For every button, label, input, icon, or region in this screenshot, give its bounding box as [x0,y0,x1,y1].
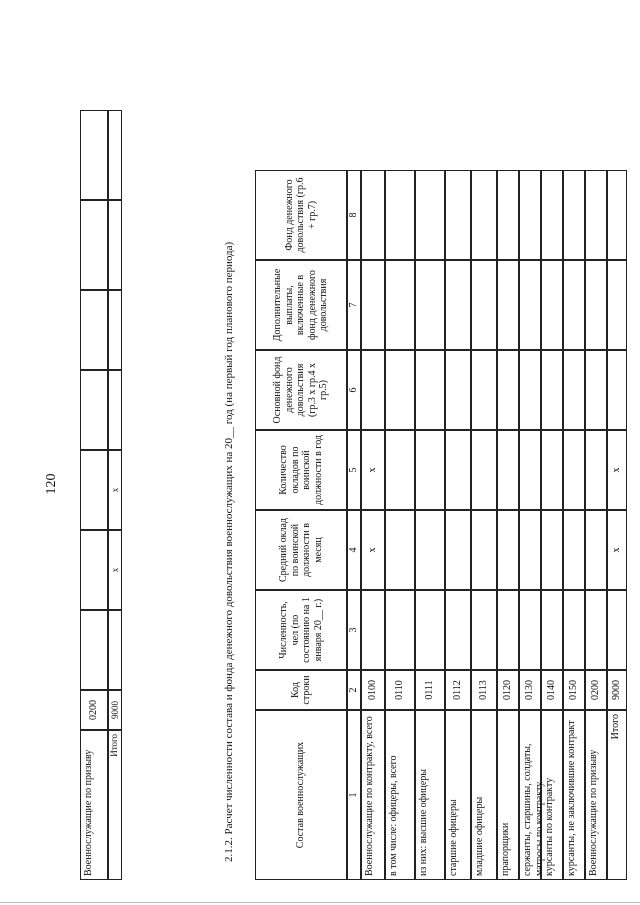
table-cell-col5 [415,430,445,510]
table-cell-col5 [497,430,519,510]
table-cell [519,590,541,670]
table-cell [445,350,471,430]
table-row-code: 0120 [497,670,519,710]
table-cell-col4 [445,510,471,590]
table-cell-col4: х [361,510,385,590]
table-cell [361,170,385,260]
table-cell-col4 [541,510,563,590]
table-cell [563,350,585,430]
table-row-label: прапорщики [497,710,519,880]
table-row-code: 0111 [415,670,445,710]
top-row-cell [80,530,108,610]
table-row-code: 0110 [385,670,415,710]
table-cell [471,350,497,430]
table-row-code: 0100 [361,670,385,710]
table-cell [497,350,519,430]
table-cell-col4 [585,510,607,590]
table-cell [585,350,607,430]
table-cell [519,170,541,260]
table-row-code: 9000 [607,670,627,710]
top-row-cell [108,200,122,290]
table-cell [361,590,385,670]
table-row-code: 0140 [541,670,563,710]
table-cell [385,170,415,260]
table-cell [445,590,471,670]
column-header: Состав военнослужащих [255,710,347,880]
table-row-code: 0113 [471,670,497,710]
table-cell-col5 [445,430,471,510]
table-cell [445,260,471,350]
column-number: 5 [347,430,361,510]
table-cell [415,590,445,670]
table-row-label: в том числе: офицеры, всего [385,710,415,880]
top-row-cell [108,110,122,200]
table-cell-col5 [385,430,415,510]
scan-edge [0,902,640,903]
table-cell-col5 [519,430,541,510]
table-cell [471,260,497,350]
column-header: Основной фонд денежного довольствия (гр.3 х гр.4 х гр.5) [255,350,347,430]
column-header: Фонд денежного довольствия (гр.6 + гр.7) [255,170,347,260]
table-cell [563,590,585,670]
table-row-label: Военнослужащие по контракту, всего [361,710,385,880]
table-cell [445,170,471,260]
table-cell [585,590,607,670]
table-cell [361,350,385,430]
table-row-code: 0150 [563,670,585,710]
table-cell-col4 [471,510,497,590]
table-row-label: из них: высшие офицеры [415,710,445,880]
column-number: 1 [347,710,361,880]
column-header: Численность, чел (по состоянию на 1 января 20__ г.) [255,590,347,670]
table-row-label: сержанты, старшины, солдаты, матросы по контракту [519,710,541,880]
table-cell [497,170,519,260]
document-sheet [80,30,640,880]
table-row-label: Военнослужащие по призыву [585,710,607,880]
table-cell [471,170,497,260]
table-cell-col5: х [607,430,627,510]
table-cell [497,260,519,350]
table-cell-col4 [563,510,585,590]
table-cell [607,260,627,350]
column-header: Дополнительные выплаты, включенные в фонд денежного довольствия [255,260,347,350]
table-row-code: 0130 [519,670,541,710]
table-cell [497,590,519,670]
table-cell [471,590,497,670]
top-row-cell [80,610,108,690]
table-cell-col4 [385,510,415,590]
column-header: Количество окладов по воинской должности в год [255,430,347,510]
column-number: 8 [347,170,361,260]
top-row-cell [80,370,108,450]
table-row-code: 0200 [585,670,607,710]
table-cell [563,260,585,350]
column-number: 6 [347,350,361,430]
table-cell [563,170,585,260]
page-number: 120 [44,473,59,495]
table-cell [519,350,541,430]
table-cell-col5 [563,430,585,510]
table-cell [607,170,627,260]
top-row-cell [80,450,108,530]
top-row-cell [108,610,122,690]
table-cell [541,170,563,260]
top-row-label-2: Итого [108,730,122,880]
top-row-code-1: 0200 [80,690,108,730]
table-cell [385,590,415,670]
top-row-cell [80,110,108,200]
top-row-cell [80,200,108,290]
table-row-label: младшие офицеры [471,710,497,880]
table-cell-col4 [415,510,445,590]
table-cell [385,350,415,430]
table-cell [415,170,445,260]
column-header: Средний оклад по воинской должности в месяц [255,510,347,590]
column-number: 3 [347,590,361,670]
table-cell-col5: х [361,430,385,510]
top-row-x-cell: х [108,450,122,530]
column-header: Код строки [255,670,347,710]
table-cell [415,260,445,350]
top-row-cell [108,370,122,450]
section-caption: 2.1.2. Расчет численности состава и фонда денежного довольствия военнослужащих на 20__ год (на первый год планового периода) [223,241,235,862]
table-cell [607,350,627,430]
table-cell [541,260,563,350]
table-cell [519,260,541,350]
table-cell-col4 [519,510,541,590]
table-row-code: 0112 [445,670,471,710]
table-cell-col5 [541,430,563,510]
table-cell-col4: х [607,510,627,590]
column-number: 2 [347,670,361,710]
table-row-label: старшие офицеры [445,710,471,880]
table-cell-col5 [585,430,607,510]
table-cell-col5 [471,430,497,510]
column-number: 7 [347,260,361,350]
table-cell [415,350,445,430]
top-row-label-1: Военнослужащие по призыву [80,730,108,880]
table-cell [585,260,607,350]
table-cell [361,260,385,350]
top-row-code-2: 9000 [108,690,122,730]
top-row-cell [108,290,122,370]
table-row-label: курсанты, не заключившие контракт [563,710,585,880]
table-row-label: курсанты по контракту [541,710,563,880]
table-cell [585,170,607,260]
column-number: 4 [347,510,361,590]
table-cell-col4 [497,510,519,590]
table-cell [541,590,563,670]
table-cell [541,350,563,430]
table-cell [385,260,415,350]
table-cell [607,590,627,670]
top-row-cell [80,290,108,370]
table-row-label: Итого [607,710,627,880]
top-row-x-cell: х [108,530,122,610]
